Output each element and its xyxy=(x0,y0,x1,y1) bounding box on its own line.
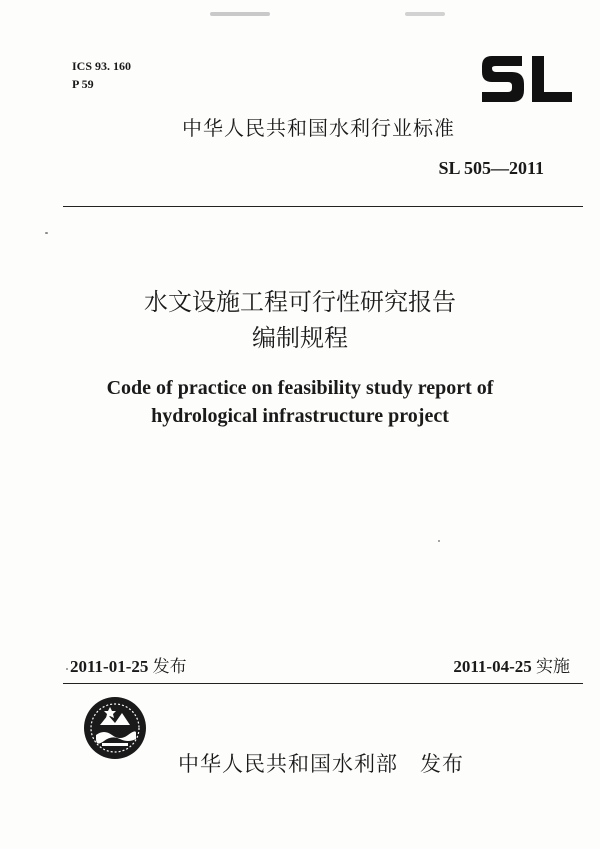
header-divider xyxy=(63,206,583,207)
scan-speck xyxy=(405,12,445,16)
standard-number: SL 505—2011 xyxy=(438,158,544,178)
issuer-action: 发布 xyxy=(420,752,464,776)
scan-speck xyxy=(210,12,270,16)
title-english-line2: hydrological infrastructure project xyxy=(151,405,449,427)
classification-codes xyxy=(72,57,131,93)
title-english-line1: Code of practice on feasibility study report of xyxy=(106,377,494,399)
ministry-emblem-icon xyxy=(82,695,148,761)
title-chinese xyxy=(0,284,600,356)
ccs-code: P 59 xyxy=(72,77,94,91)
implement-date: 2011-04-25 xyxy=(453,657,532,676)
sl-logo-icon xyxy=(478,50,574,106)
ics-code: ICS 93. 160 xyxy=(72,59,132,73)
standard-category: 中华人民共和国水利行业标准 xyxy=(182,116,455,140)
implement-label: 实施 xyxy=(536,657,570,677)
scan-speck xyxy=(45,232,48,234)
scan-speck xyxy=(66,668,68,670)
issuer-name: 中华人民共和国水利部 xyxy=(178,752,398,776)
issuer-line xyxy=(178,748,464,778)
footer-divider xyxy=(63,683,583,684)
scan-speck xyxy=(438,540,440,542)
publish-date: 2011-01-25 xyxy=(70,657,149,676)
title-english xyxy=(0,374,600,430)
title-chinese-line1: 水文设施工程可行性研究报告 xyxy=(144,288,456,316)
publish-date-block xyxy=(70,652,187,677)
publish-label: 发布 xyxy=(152,657,187,677)
title-chinese-line2: 编制规程 xyxy=(252,324,348,352)
implement-date-block xyxy=(453,652,570,677)
